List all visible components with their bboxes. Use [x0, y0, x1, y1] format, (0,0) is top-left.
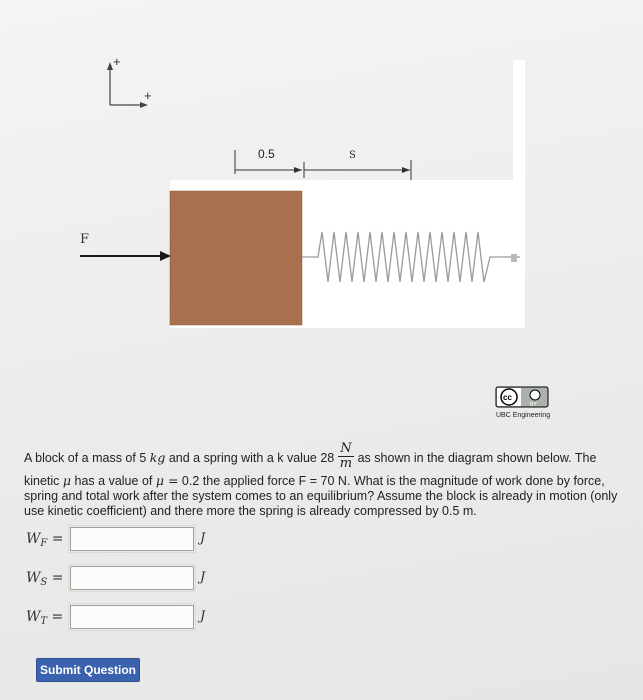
axis-x-plus: +	[144, 88, 152, 103]
answer-unit-total: J	[200, 609, 206, 624]
work-total-input[interactable]	[70, 605, 194, 629]
problem-line-3: spring and total work after the system comes to an equilibrium? Assume the block is already in motion (only	[24, 489, 618, 503]
work-force-input[interactable]	[70, 527, 194, 551]
answer-unit-spring: J	[200, 570, 206, 585]
answer-label-total: $W_T$ =	[26, 609, 64, 627]
by-label: BY	[530, 402, 537, 408]
dimension-s-label: S	[349, 150, 356, 161]
cc-license-badge	[496, 387, 550, 419]
problem-line-4: use kinetic coefficient) and there more the spring is already compressed by 0.5 m.	[24, 504, 477, 518]
problem-line-1: A block of a mass of 5 kg and a spring with a k value 28 $\frac{N}{m}$ as shown in the diagram shown below. The	[24, 441, 597, 471]
work-spring-input[interactable]	[70, 566, 194, 590]
answer-label-force: $W_F$ =	[26, 531, 64, 549]
problem-line-2: kinetic μ has a value of μ = 0.2 the applied force F = 70 N. What is the magnitude of work done by force,	[24, 473, 605, 488]
block	[170, 191, 302, 325]
spring-constant-unit: $\frac{N}{m}$	[339, 441, 353, 471]
problem-text	[24, 441, 634, 519]
dimension-offset-label: 0.5	[258, 147, 275, 161]
answer-label-spring: $W_S$ =	[26, 570, 64, 588]
answer-row-spring	[22, 566, 222, 594]
force-label: F	[80, 232, 90, 247]
force-arrow	[80, 232, 171, 261]
answer-row-total	[22, 605, 222, 633]
answer-row-force	[22, 527, 222, 555]
license-org: UBC Engineering	[496, 412, 551, 419]
answer-unit-force: J	[200, 531, 206, 546]
submit-question-button[interactable]: Submit Question	[36, 658, 140, 682]
person-icon	[530, 390, 540, 400]
axis-y-plus: +	[113, 54, 121, 69]
axes-indicator	[107, 54, 152, 108]
cc-icon: cc	[503, 393, 512, 402]
